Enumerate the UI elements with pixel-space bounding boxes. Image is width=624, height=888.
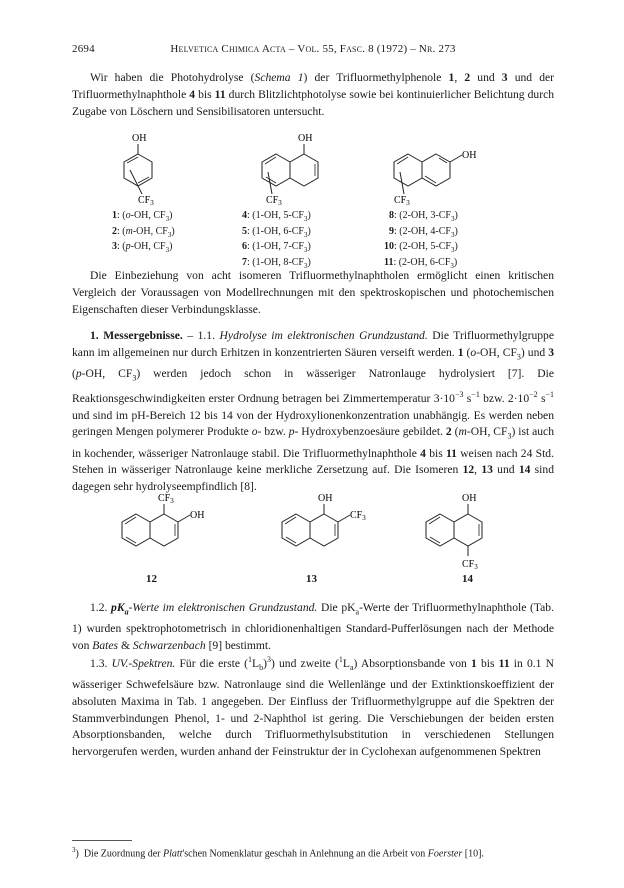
naphthol-1-structure [258, 132, 348, 207]
phenol-structure [118, 132, 178, 207]
compound-13-label: 13 [306, 573, 317, 585]
isomers-paragraph: Die Einbeziehung von acht isomeren Trifluormethylnaphtholen ermöglicht einen kritischen Vergleich der Voraussagen von Modellrechnungen mit den spektroskopischen und photochemischen Eigenschaften dieser Verbindungsklasse. [72, 269, 554, 316]
svg-text:OH: OH [298, 133, 313, 144]
compound-13-structure [278, 492, 388, 562]
section-1-3-paragraph: 1.3. UV.-Spektren. Für die erste $(^1L_b)^3$) und zweite $(^1L_a)$ Absorptionsbande von 1 bis 11 in 0.1 N wässeriger Schwefelsäure bzw. Natronlauge sind die Wellenlänge und der Extinktionskoeffizient der absoluten Maxima in Tab. 1 angegeben. Der Einfluss der Trifluormethylgruppe auf die Spektren der Stammverbindungen Phenol, 1- und 2-Naphthol ist gering. Die Verschiebungen der beiden ersten Absorptionsbanden, welche durch Trifluormethylsubstitution in verschiedenen Stellungen hervorgerufen werden, wurden anhand der Feinstruktur der in Cyclohexan aufgenommenen Spektren [72, 655, 555, 759]
section-1-2-paragraph: 1.2. $pK_a$-Werte im elektronischen Grundzustand. Die $pK_a$-Werte der Trifluormethylnaphthole (Tab. 1) wurden spektrophotometrisch in chloridionenhaltigen Standard-Pufferlösungen nach der Methode von Bates & Schwarzenbach [9] bestimmt. [72, 601, 554, 652]
intro-paragraph: Wir haben die Photohydrolyse (Schema 1) der Trifluormethylphenole 1, 2 und 3 und der Trifluormethylnaphthole 4 bis 11 durch Blitzlichtphotolyse sowie bei kontinuierlicher Belichtung durch Zugabe von Löschern und Sensibilisatoren untersucht. [72, 71, 555, 118]
page-number: 2694 [72, 43, 95, 55]
svg-text:OH: OH [462, 150, 477, 161]
phenol-labels: 1: (o-OH, $CF_3$) 2: (m-OH, $CF_3$) 3: (p-OH, $CF_3$) [112, 210, 175, 254]
naphthol-1-labels: 4: (1-OH, $5-CF_3$) 5: (1-OH, $6-CF_3$) 6: (1-OH, $7-CF_3$) 7: (1-OH, $8-CF_3$) [242, 210, 311, 270]
naphthol-2-labels: 8: (2-OH, $3-CF_3$) 9: (2-OH, $4-CF_3$) 10: (2-OH, $5-CF_3$) 11: (2-OH, $6-CF_3$) [384, 210, 458, 270]
svg-text:OH: OH [190, 510, 205, 521]
compound-12-label: 12 [146, 573, 157, 585]
svg-text:CF3: $CF_3$ [462, 559, 478, 571]
naphthol-2-structure [390, 132, 500, 207]
journal-title: Helvetica Chimica Acta – Vol. 55, Fasc. 8 (1972) – Nr. 273 [170, 43, 456, 55]
svg-text:CF3: $CF_3$ [350, 510, 366, 522]
svg-text:CF3: $CF_3$ [394, 195, 410, 207]
svg-text:OH: OH [318, 493, 333, 504]
compound-12-structure [118, 492, 228, 562]
compound-14-label: 14 [462, 573, 473, 585]
compound-14-structure [422, 492, 502, 580]
section-1-1-paragraph: 1. Messergebnisse. – 1.1. Hydrolyse im elektronischen Grundzustand. Die Trifluormethylgruppe kann im allgemeinen nur durch Erhitzen in konzentrierten Säuren verseift werden. 1 (o-OH, $CF_3$) und 3 (p-OH, $CF_3$) werden jedoch schon in wässeriger Natronlauge hydrolysiert [7]. Die Reaktionsgeschwindigkeiten erster Ordnung betragen bei Zimmertemperatur $3\cdot 10^{-3}$ $s^{-1}$ bzw. $2\cdot 10^{-2}$ $s^{-1}$ und sind im pH-Bereich 12 bis 14 von der Hydroxylionenkonzentration unabhängig. Es werden neben geringen Mengen polymerer Produkte o- bzw. p- Hydroxybenzoesäure gebildet. 2 (m-OH, $CF_3$) ist auch in kochender, wässeriger Natronlauge stabil. Die Trifluormethylnaphthole 4 bis 11 weisen nach 24 Std. Stehen in wässeriger Natronlauge keine merkliche Zersetzung auf. Die Isomeren 12, 13 und 14 sind dagegen sehr hydrolyseempfindlich [8]. [72, 329, 555, 494]
svg-text:OH: OH [462, 493, 477, 504]
svg-text:CF3: $CF_3$ [138, 195, 154, 207]
svg-text:CF3: $CF_3$ [266, 195, 282, 207]
svg-text:OH: OH [132, 133, 147, 144]
svg-text:CF3: $CF_3$ [158, 493, 174, 505]
footnote: $^3$) Die Zuordnung der Platt'schen Nomenklatur geschah in Anlehnung an die Arbeit von Foerster [10]. [72, 846, 484, 860]
footnote-rule [72, 840, 132, 841]
